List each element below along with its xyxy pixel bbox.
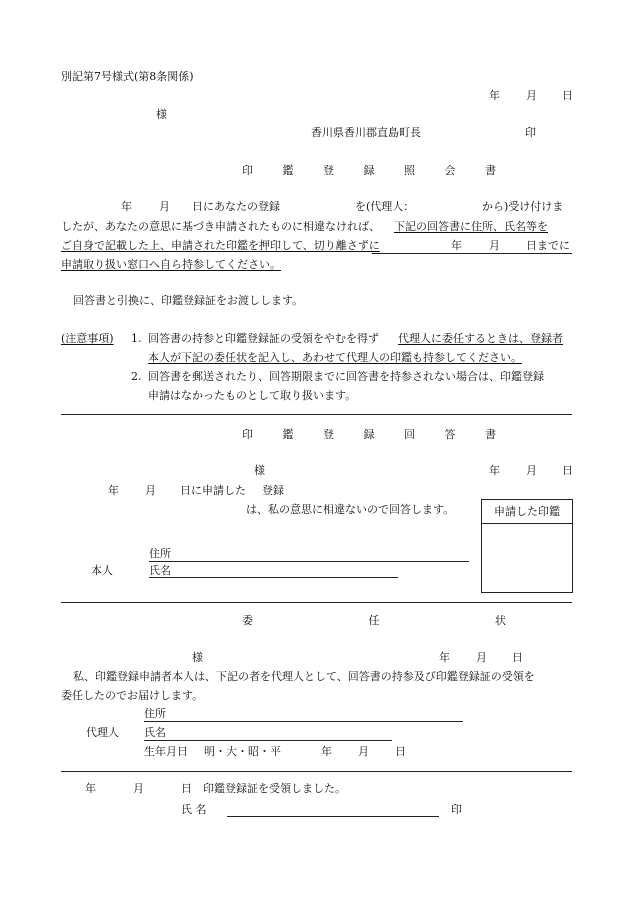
note2-line2: 申請はなかったものとして取り扱います。	[148, 389, 357, 402]
inquiry-title: 印 鑑 登 録 照 会 書	[242, 164, 509, 177]
dob-eras: 明・大・昭・平	[204, 745, 281, 758]
divider-2	[61, 602, 572, 603]
agent-address-label: 住所	[144, 707, 166, 720]
agent-label: 代理人	[86, 726, 119, 739]
reply-month: 月	[526, 464, 537, 477]
applied-year: 年	[108, 484, 119, 497]
p5-text: 回答書と引換に、印鑑登録証をお渡しします。	[73, 294, 304, 307]
receipt-name-line	[227, 816, 439, 817]
p1-year: 年	[121, 200, 132, 213]
agent-name-line	[144, 740, 392, 741]
delegation-body-line1: 私、印鑑登録申請者本人は、下記の者を代理人として、回答書の持参及び印鑑登録証の受領を	[73, 670, 535, 683]
delegation-year: 年	[439, 651, 450, 664]
note1-num: 1.	[131, 332, 142, 345]
form-number: 別記第7号様式(第8条関係)	[61, 70, 194, 83]
p2-text: したが、あなたの意思に基づき申請されたものに相違なければ、	[61, 220, 380, 233]
note2-line1: 回答書を郵送されたり、回答期限までに回答書を持参されない場合は、印鑑登録	[148, 370, 544, 383]
applied-month: 月	[145, 484, 156, 497]
receipt-day: 日	[181, 782, 192, 795]
delegation-title: 委 任 状	[242, 614, 562, 627]
p2-underlined: 下記の回答書に住所、氏名等を	[394, 220, 548, 233]
dob-month: 月	[358, 745, 369, 758]
p3-year: 年	[451, 239, 462, 252]
notes-label: (注意事項)	[61, 332, 114, 345]
principal-label: 本人	[91, 564, 113, 577]
note1-underlined: 代理人に委任するときは、登録者	[398, 332, 563, 345]
reply-day: 日	[562, 464, 573, 477]
header-day: 日	[562, 89, 573, 102]
applied-registration: 登録	[262, 484, 284, 497]
reply-address-line	[149, 561, 469, 562]
dob-day: 日	[395, 745, 406, 758]
p3-deadline-underline	[372, 253, 572, 254]
reply-sama: 様	[254, 464, 265, 477]
reply-title: 印 鑑 登 録 回 答 書	[242, 428, 509, 441]
applied-day: 日に申請した	[180, 484, 246, 497]
delegation-sama: 様	[192, 651, 203, 664]
receipt-text: 印鑑登録証を受領しました。	[203, 782, 346, 795]
note1-text: 回答書の持参と印鑑登録証の受領をやむを得ず	[148, 332, 379, 345]
p3-day: 日までに	[526, 239, 570, 252]
p1-end: から)受け付けま	[482, 200, 564, 213]
reply-address-label: 住所	[149, 547, 171, 560]
receipt-month: 月	[133, 782, 144, 795]
divider-3	[61, 771, 572, 772]
seal-box	[481, 499, 573, 593]
note2-num: 2.	[131, 370, 142, 383]
p3-month: 月	[489, 239, 500, 252]
p1-day-registration: 日にあなたの登録	[192, 200, 280, 213]
dob-label: 生年月日	[144, 745, 188, 758]
delegation-day: 日	[512, 651, 523, 664]
seal-box-label: 申請した印鑑	[482, 500, 572, 524]
header-month: 月	[526, 89, 537, 102]
agent-address-line	[144, 721, 463, 722]
agent-name-label: 氏名	[144, 726, 166, 739]
receipt-seal: 印	[451, 803, 462, 816]
delegation-body-line2: 委任したのでお届けします。	[61, 689, 204, 702]
issuer: 香川県香川郡直島町長	[311, 126, 421, 139]
reply-name-label: 氏名	[149, 564, 171, 577]
header-year: 年	[489, 89, 500, 102]
recipient-sama: 様	[156, 108, 167, 121]
reply-confirmation: は、私の意思に相違ないので回答します。	[246, 503, 455, 516]
reply-name-line	[149, 577, 398, 578]
divider-1	[61, 414, 572, 415]
p3-underlined: ご自身で記載した上、申請された印鑑を押印して、切り離さずに	[61, 239, 380, 252]
delegation-month: 月	[476, 651, 487, 664]
issuer-seal: 印	[525, 126, 536, 139]
dob-year: 年	[321, 745, 332, 758]
receipt-year: 年	[85, 782, 96, 795]
p1-agent: を(代理人：	[355, 200, 415, 213]
reply-year: 年	[489, 464, 500, 477]
p1-month: 月	[159, 200, 170, 213]
receipt-name-label: 氏 名	[181, 803, 207, 816]
p4-underlined: 申請取り扱い窓口へ自ら持参してください。	[61, 258, 281, 271]
note1-line2: 本人が下記の委任状を記入し、あわせて代理人の印鑑も持参してください。	[148, 351, 522, 364]
